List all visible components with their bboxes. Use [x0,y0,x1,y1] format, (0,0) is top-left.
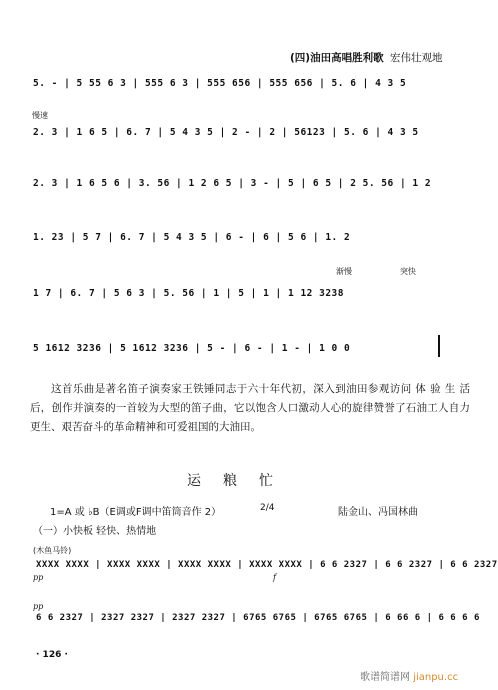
time-signature: 2/4 [260,503,275,513]
instrument-label: (木鱼马铃) [33,546,72,555]
description-paragraph: 这首乐曲是著名笛子演奏家王铁锤同志于六十年代初，深入到油田参观访问 体 验 生 活后，创作并演奏的一首较为大型的笛子曲，它以饱含人口激动人心的旋律赞誉了石油工人自力更生、艰苦奋斗的革命精神和可爱祖国的大油田。 [30,383,470,433]
page-number: · 126 · [36,650,68,660]
tempo-jianman: 渐慢 [336,267,352,276]
section-subtitle: 宏伟壮观地 [390,52,443,64]
staff-line-6: 5 1612 3236 | 5 1612 3236 | 5 - | 6 - | 1 - | 1 0 0 [33,343,351,354]
piece-staff-2: 6 6 2327 | 2327 2327 | 2327 2327 | 6765 6765 | 6765 6765 | 6 66 6 | 6 6 6 6 [36,613,480,623]
staff-line-2: 2. 3 | 1 6 5 | 6. 7 | 5 4 3 5 | 2 - | 2 | 56123 | 5. 6 | 4 3 5 [33,127,419,138]
tempo-mansu: 慢速 [32,111,48,120]
dynamic-pp-2: pp [33,602,44,611]
watermark-right: jianpu.cc [413,672,459,683]
piece-title: 运粮忙 [187,473,295,489]
watermark-left: 歌谱简谱网 [360,672,410,683]
piece-staff-1: XXXX XXXX | XXXX XXXX | XXXX XXXX | XXXX XXXX | 6 6 2327 | 6 6 2327 | 6 6 2327 [36,560,498,570]
composers: 陆金山、冯国林曲 [338,507,418,518]
dynamic-pp: pp [33,573,44,582]
final-barline [438,335,440,357]
staff-line-4: 1. 23 | 5 7 | 6. 7 | 5 4 3 5 | 6 - | 6 | 5 6 | 1. 2 [33,232,351,243]
tempo-tukuai: 突快 [400,267,416,276]
piece-section: （一）小快板 轻快、热情地 [33,526,157,537]
watermark [360,668,458,683]
staff-line-1: 5. - | 5 55 6 3 | 555 6 3 | 555 656 | 555 656 | 5. 6 | 4 3 5 [33,78,407,89]
section-title: (四)油田高唱胜利歌 [290,52,384,64]
staff-line-3: 2. 3 | 1 6 5 6 | 3. 56 | 1 2 6 5 | 3 - | 5 | 6 5 | 2 5. 56 | 1 2 [33,178,432,189]
dynamic-f: f [273,573,276,582]
staff-line-5: 1 7 | 6. 7 | 5 6 3 | 5. 56 | 1 | 5 | 1 | 1 12 3238 [33,288,344,299]
key-signature: 1=A 或 ♭B（E调或F调中笛筒音作 2） [50,507,222,518]
